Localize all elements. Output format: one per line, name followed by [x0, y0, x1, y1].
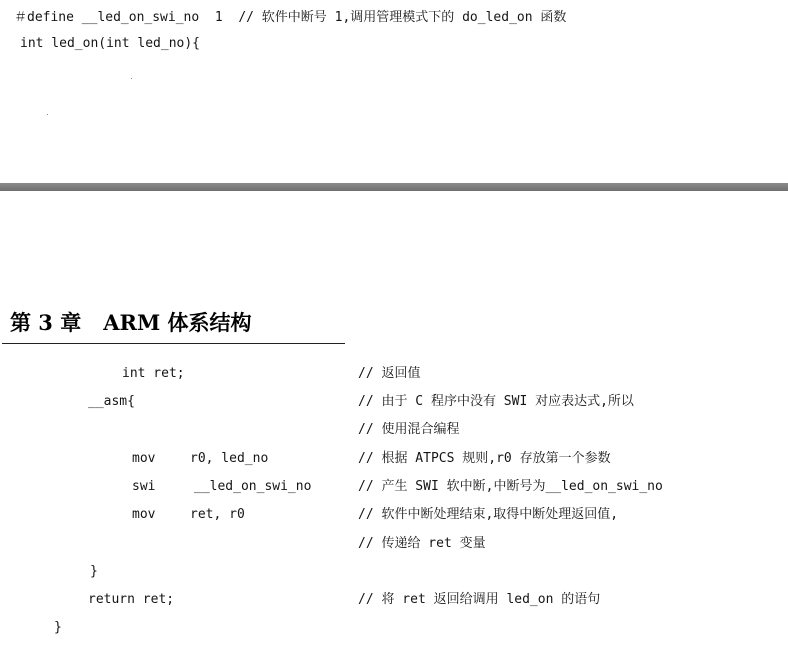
- code-int-ret: int ret;: [122, 366, 185, 381]
- comment-pass-to-ret: // 传递给 ret 变量: [358, 536, 486, 551]
- code-swi-args: __led_on_swi_no: [194, 479, 312, 494]
- code-function-close: }: [54, 620, 62, 635]
- comment-swi-done: // 软件中断处理结束,取得中断处理返回值,: [358, 507, 619, 522]
- comment-return-to-caller: // 将 ret 返回给调用 led_on 的语句: [358, 592, 601, 607]
- comment-mixed-programming: // 使用混合编程: [358, 422, 460, 437]
- comment-atpcs-rule: // 根据 ATPCS 规则,r0 存放第一个参数: [358, 451, 611, 466]
- chapter-number: 第 3 章: [10, 310, 82, 335]
- comment-no-swi-expression: // 由于 C 程序中没有 SWI 对应表达式,所以: [358, 394, 634, 409]
- code-mov2-args: ret, r0: [190, 507, 245, 522]
- function-signature: int led_on(int led_no){: [20, 36, 201, 51]
- scan-speck: [47, 114, 48, 115]
- chapter-header: [10, 309, 252, 337]
- code-mov1-args: r0, led_no: [190, 451, 269, 466]
- code-swi-op: swi: [132, 479, 156, 494]
- code-asm-open: __asm{: [88, 394, 135, 409]
- code-mov1-op: mov: [132, 451, 156, 466]
- chapter-title: ARM 体系结构: [103, 310, 252, 335]
- code-asm-close: }: [90, 564, 98, 579]
- comment-generate-swi: // 产生 SWI 软中断,中断号为__led_on_swi_no: [358, 479, 663, 494]
- page-divider: [0, 183, 788, 191]
- code-return: return ret;: [88, 592, 175, 607]
- comment-return-value: // 返回值: [358, 366, 421, 381]
- scan-speck: [131, 78, 132, 79]
- define-line: ＃define __led_on_swi_no 1 // 软件中断号 1,调用管理模式下的 do_led_on 函数: [14, 10, 567, 25]
- code-mov2-op: mov: [132, 507, 156, 522]
- chapter-underline: [2, 343, 345, 344]
